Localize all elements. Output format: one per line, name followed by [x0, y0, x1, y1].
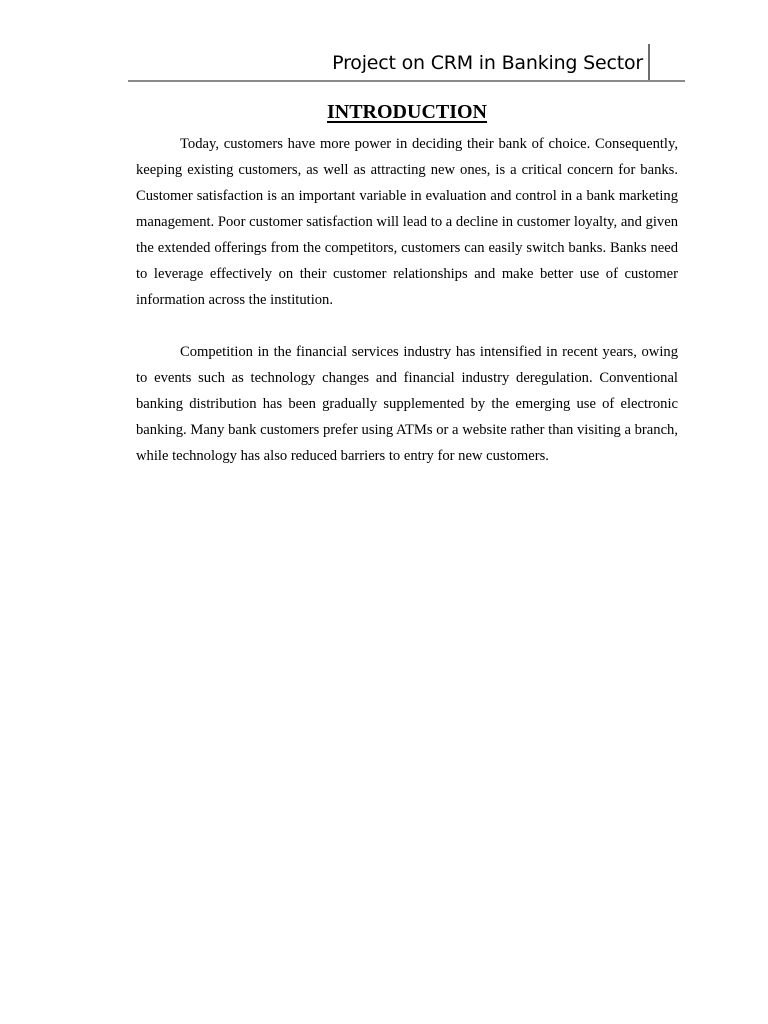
- header-title: Project on CRM in Banking Sector: [332, 52, 643, 74]
- header-vertical-rule: [648, 44, 650, 81]
- header-horizontal-rule: [128, 80, 685, 82]
- section-heading: INTRODUCTION: [326, 101, 488, 123]
- page-header: [128, 44, 685, 82]
- paragraph-introduction-1: Today, customers have more power in deciding their bank of choice. Consequently, keeping existing customers, as well as attracting new ones, is a critical concern for banks. Customer satisfaction is an important variable in evaluation and control in a bank marketing management. Poor customer satisfaction will lead to a decline in customer loyalty, and given the extended offerings from the competitors, customers can easily switch banks. Banks need to leverage effectively on their customer relationships and make better use of customer information across the institution.: [136, 136, 678, 308]
- paragraph-introduction-2: Competition in the financial services industry has intensified in recent years, owing to events such as technology changes and financial industry deregulation. Conventional banking distribution has been gradually supplemented by the emerging use of electronic banking. Many bank customers prefer using ATMs or a website rather than visiting a branch, while technology has also reduced barriers to entry for new customers.: [136, 344, 678, 464]
